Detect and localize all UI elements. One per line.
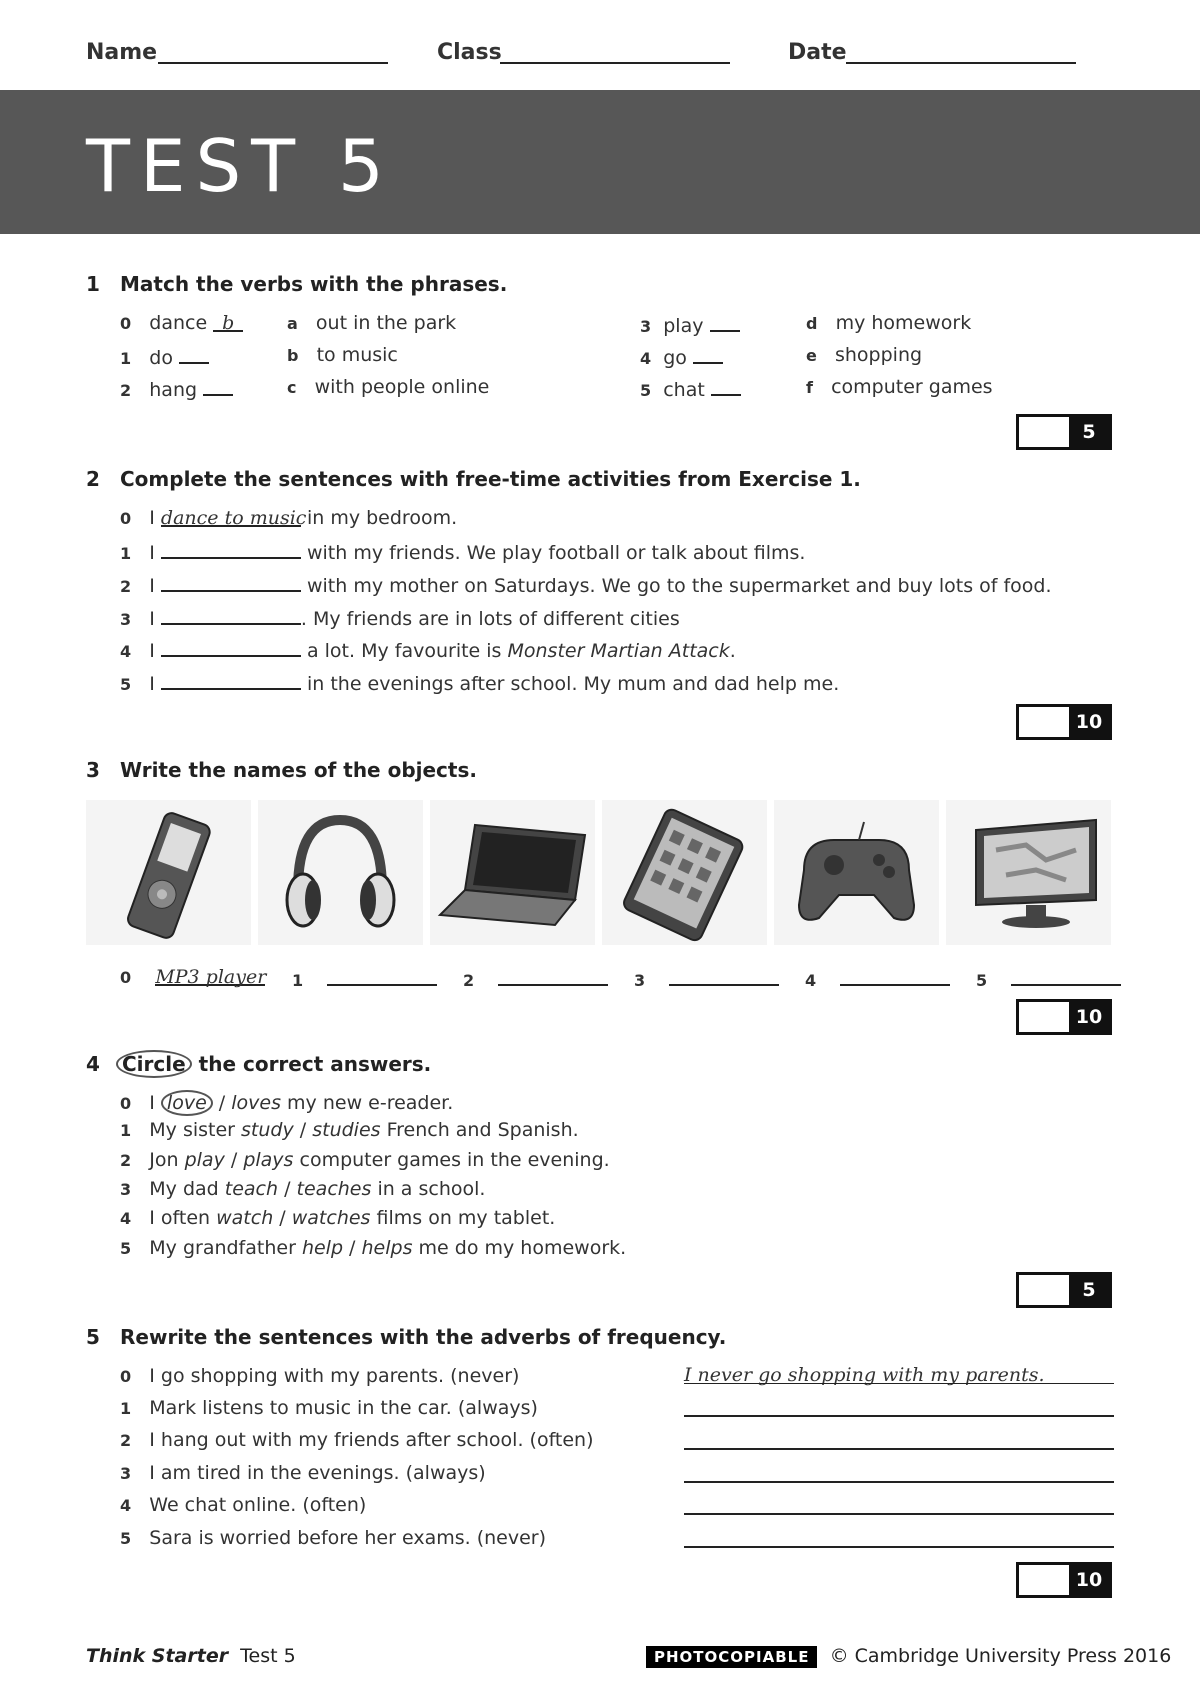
grammar-item-1: 1 My sister study / studies French and Spanish. (120, 1119, 579, 1141)
phrase-c: c with people online (287, 376, 490, 398)
page-title: TEST 5 (86, 124, 394, 208)
sentence-5: 5 I in the evenings after school. My mum and dad help me. (120, 670, 839, 695)
sentence-1: 1 I with my friends. We play football or talk about films. (120, 539, 805, 564)
sentence-0: 0 I dance to music in my bedroom. (120, 507, 458, 529)
rewrite-answer-3[interactable] (684, 1481, 1114, 1483)
option-study[interactable]: study (241, 1119, 294, 1141)
grammar-item-5: 5 My grandfather help / helps me do my homework. (120, 1237, 627, 1259)
sentence-answer-3[interactable] (161, 605, 301, 625)
grammar-item-3: 3 My dad teach / teaches in a school. (120, 1178, 486, 1200)
rewrite-item-2: 2 I hang out with my friends after school. (often) (120, 1429, 594, 1451)
phrase-b: b to music (287, 344, 398, 366)
option-love[interactable]: love (161, 1090, 213, 1116)
game-controller-icon (774, 800, 939, 945)
date-field[interactable] (846, 62, 1076, 64)
photocopiable-badge: PHOTOCOPIABLE (646, 1646, 817, 1668)
score-box-2: 10 (1016, 704, 1112, 740)
score-box-1: 5 (1016, 414, 1112, 450)
rewrite-item-4: 4 We chat online. (often) (120, 1494, 367, 1516)
phrase-e: e shopping (806, 344, 923, 366)
object-answer-3[interactable] (669, 966, 779, 986)
option-teaches[interactable]: teaches (296, 1178, 372, 1200)
match-answer-0[interactable]: b (213, 312, 243, 332)
rewrite-item-0: 0 I go shopping with my parents. (never) (120, 1365, 520, 1387)
headphones-icon (258, 800, 423, 945)
object-item-2: 2 (463, 966, 608, 991)
date-label: Date (788, 40, 847, 65)
grammar-item-2: 2 Jon play / plays computer games in the evening. (120, 1149, 610, 1171)
object-answer-4[interactable] (840, 966, 950, 986)
grammar-item-0: 0 I love / loves my new e-reader. (120, 1092, 454, 1114)
mp3-player-icon (86, 800, 251, 945)
rewrite-answer-0-text: I never go shopping with my parents. (684, 1364, 1045, 1386)
match-answer-2[interactable] (203, 376, 233, 396)
grammar-item-4: 4 I often watch / watches films on my tablet. (120, 1207, 556, 1229)
section-5-number: 5 (86, 1325, 100, 1349)
match-item-4: 4 go (640, 344, 723, 369)
score-input-1[interactable] (1019, 417, 1069, 447)
sentence-3: 3 I . My friends are in lots of different cities (120, 605, 680, 630)
tablet-icon (602, 800, 767, 945)
class-label: Class (437, 40, 502, 65)
match-answer-1[interactable] (179, 344, 209, 364)
section-4-number: 4 (86, 1052, 100, 1076)
sentence-2: 2 I with my mother on Saturdays. We go to the supermarket and buy lots of food. (120, 572, 1052, 597)
section-1-title: Match the verbs with the phrases. (120, 272, 508, 296)
score-box-5: 10 (1016, 1562, 1112, 1598)
laptop-icon (430, 800, 595, 945)
footer-book: Think Starter Test 5 (86, 1645, 296, 1667)
option-watch[interactable]: watch (216, 1207, 274, 1229)
rewrite-item-1: 1 Mark listens to music in the car. (always) (120, 1397, 538, 1419)
match-item-1: 1 do (120, 344, 209, 369)
phrase-d: d my homework (806, 312, 972, 334)
option-loves[interactable]: loves (231, 1092, 281, 1114)
section-2-title: Complete the sentences with free-time activities from Exercise 1. (120, 467, 861, 491)
object-answer-2[interactable] (498, 966, 608, 986)
option-studies[interactable]: studies (312, 1119, 381, 1141)
name-label: Name (86, 40, 158, 65)
class-field[interactable] (500, 62, 730, 64)
object-item-1: 1 (292, 966, 437, 991)
rewrite-answer-1[interactable] (684, 1415, 1114, 1417)
score-box-4: 5 (1016, 1272, 1112, 1308)
section-1-number: 1 (86, 272, 100, 296)
sentence-answer-2[interactable] (161, 572, 301, 592)
rewrite-answer-5[interactable] (684, 1546, 1114, 1548)
score-box-3: 10 (1016, 999, 1112, 1035)
sentence-answer-1[interactable] (161, 539, 301, 559)
object-item-4: 4 (805, 966, 950, 991)
option-helps[interactable]: helps (361, 1237, 413, 1259)
option-plays[interactable]: plays (243, 1149, 294, 1171)
match-answer-4[interactable] (693, 344, 723, 364)
option-help[interactable]: help (301, 1237, 344, 1259)
rewrite-answer-4[interactable] (684, 1513, 1114, 1515)
footer-copyright: PHOTOCOPIABLE © Cambridge University Press 2016 (646, 1645, 1171, 1667)
match-item-0: 0 dance b (120, 312, 243, 334)
section-2-number: 2 (86, 467, 100, 491)
rewrite-answer-0[interactable] (684, 1383, 1114, 1384)
sentence-answer-4[interactable] (161, 637, 301, 657)
name-field[interactable] (158, 62, 388, 64)
section-4-title: Circle the correct answers. (116, 1050, 431, 1078)
rewrite-answer-2[interactable] (684, 1448, 1114, 1450)
object-item-5: 5 (976, 966, 1121, 991)
rewrite-item-3: 3 I am tired in the evenings. (always) (120, 1462, 486, 1484)
score-input-2[interactable] (1019, 707, 1069, 737)
match-item-5: 5 chat (640, 376, 741, 401)
phrase-f: f computer games (806, 376, 993, 398)
rewrite-item-5: 5 Sara is worried before her exams. (never) (120, 1527, 547, 1549)
score-input-3[interactable] (1019, 1002, 1069, 1032)
section-5-title: Rewrite the sentences with the adverbs of frequency. (120, 1325, 727, 1349)
section-3-title: Write the names of the objects. (120, 758, 477, 782)
match-item-3: 3 play (640, 312, 740, 337)
option-play[interactable]: play (184, 1149, 225, 1171)
score-input-5[interactable] (1019, 1565, 1069, 1595)
object-item-0: 0 MP3 player (120, 966, 267, 988)
option-watches[interactable]: watches (291, 1207, 371, 1229)
match-item-2: 2 hang (120, 376, 233, 401)
sentence-answer-0[interactable]: dance to music (160, 507, 307, 529)
phrase-a: a out in the park (287, 312, 457, 334)
object-answer-5[interactable] (1011, 966, 1121, 986)
option-teach[interactable]: teach (224, 1178, 279, 1200)
object-answer-1[interactable] (327, 966, 437, 986)
match-answer-5[interactable] (711, 376, 741, 396)
sentence-answer-5[interactable] (161, 670, 301, 690)
monitor-icon (946, 800, 1111, 945)
object-answer-0[interactable]: MP3 player (155, 966, 267, 988)
score-input-4[interactable] (1019, 1275, 1069, 1305)
section-3-number: 3 (86, 758, 100, 782)
sentence-4: 4 I a lot. My favourite is Monster Martian Attack. (120, 637, 736, 662)
match-answer-3[interactable] (710, 312, 740, 332)
object-item-3: 3 (634, 966, 779, 991)
